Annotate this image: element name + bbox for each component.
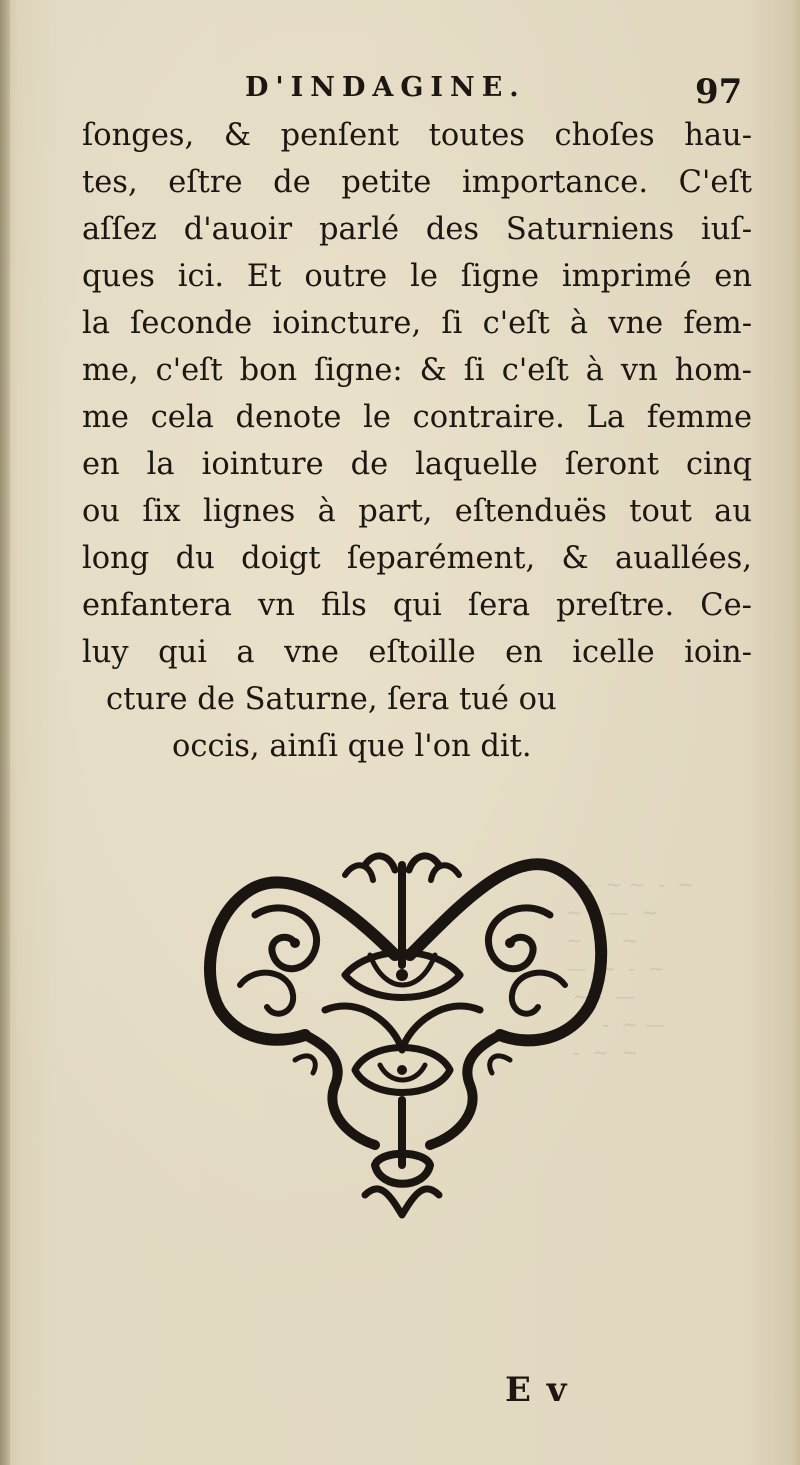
text-line: occis, ainſi que l'on dit. [172, 729, 532, 764]
page-number: 97 [695, 72, 743, 112]
running-head: D'INDAGINE. [245, 72, 526, 103]
text-line: aſſez d'auoir parlé des Saturniens iuſ- [82, 212, 752, 247]
text-line: ou ſix lignes à part, eſtenduës tout au [82, 494, 752, 529]
text-line: luy qui a vne eſtoille en icelle ioin- [82, 635, 752, 670]
woodcut-ornament-icon [195, 835, 610, 1230]
page-header [0, 58, 800, 118]
body-text [82, 112, 752, 770]
signature-mark: E v [505, 1370, 569, 1410]
text-line: me cela denote le contraire. La femme [82, 400, 752, 435]
text-line: la ſeconde ioincture, ſi c'eſt à vne fem- [82, 306, 752, 341]
text-line: me, c'eſt bon ſigne: & ſi c'eſt à vn hom- [82, 353, 752, 388]
text-line: cture de Saturne, ſera tué ou [106, 682, 557, 717]
show-through-text: — ~ ~ - ~ ~ - — ~ ~ - ~ — ~ - ~ ~ - — ~ - ~ — - ~ ~ [566, 872, 695, 1064]
text-line: enfantera vn fils qui ſera preſtre. Ce- [82, 588, 752, 623]
text-line: tes, eſtre de petite importance. C'eſt [82, 165, 752, 200]
text-line: long du doigt ſeparément, & auallées, [82, 541, 752, 576]
page-gutter-edge [0, 0, 10, 1465]
text-line: ſonges, & penſent toutes choſes hau- [82, 118, 752, 153]
text-line: en la iointure de laquelle ſeront cinq [82, 447, 752, 482]
text-line: ques ici. Et outre le ſigne imprimé en [82, 259, 752, 294]
